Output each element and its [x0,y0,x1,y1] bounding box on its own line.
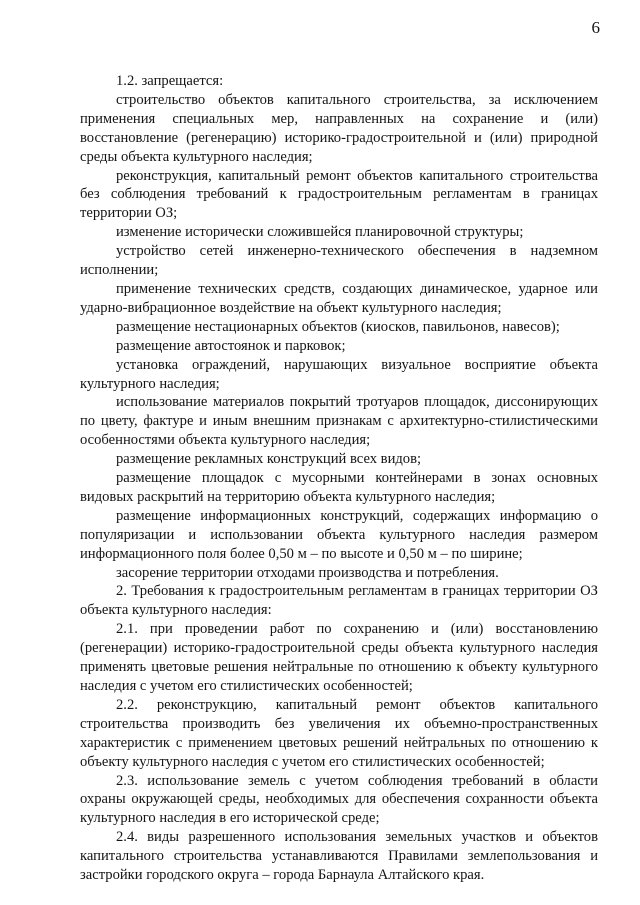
prohibition-item: строительство объектов капитального строительства, за исключением применения специальных мер, направленных на сохранение и (или) восстановление (регенерацию) историко-градостроительной и (или) природной среды объекта культурного наследия; [80,91,598,165]
requirement-item: 2.3. использование земель с учетом соблюдения требований в области охраны окружающей среды, необходимых для обеспечения сохранности объекта культурного наследия в его исторической среде; [80,772,598,827]
requirement-item: 2.2. реконструкцию, капитальный ремонт объектов капитального строительства производить без увеличения их объемно-пространственных характеристик с применением цветовых решений нейтральных по отношению к объекту культурного наследия с учетом его стилистических особенностей; [80,696,598,770]
prohibition-item: размещение информационных конструкций, содержащих информацию о популяризации и использовании объекта культурного наследия размером информационного поля более 0,50 м – по высоте и 0,50 м – по ширине; [80,507,598,562]
section-1-2-heading: 1.2. запрещается: [116,73,224,89]
prohibition-item: устройство сетей инженерно-технического обеспечения в надземном исполнении; [80,243,598,279]
requirement-item: 2.1. при проведении работ по сохранению и (или) восстановлению (регенерации) историко-градостроительной среды объекта культурного наследия применять цветовые решения нейтральные по отношению к объекту культурного наследия с учетом его стилистических особенностей; [80,621,598,694]
prohibition-item: изменение исторически сложившейся планировочной структуры; [116,224,524,241]
prohibition-item: использование материалов покрытий тротуаров площадок, диссонирующих по цвету, фактуре и иным внешним признакам с архитектурно-стилистическими особенностями объекта культурного наследия; [80,394,598,449]
section-2-requirements [80,620,598,885]
section-1-2-prohibitions [80,91,598,583]
section-2-heading: 2. Требования к градостроительным регламентам в границах территории ОЗ объекта культурного наследия: [80,583,598,619]
page-number: 6 [591,18,600,37]
prohibition-item: размещение площадок с мусорными контейнерами в зонах основных видовых раскрытий на территорию объекта культурного наследия; [80,470,598,505]
prohibition-item: применение технических средств, создающих динамическое, ударное или ударно-вибрационное воздействие на объект культурного наследия; [80,280,598,316]
prohibition-item: реконструкция, капитальный ремонт объектов капитального строительства без соблюдения требований к градостроительным регламентам в границах территории ОЗ; [80,167,598,222]
prohibition-item: установка ограждений, нарушающих визуальное восприятие объекта культурного наследия; [80,356,598,392]
document-body [80,72,598,885]
prohibition-item: засорение территории отходами производства и потребления. [116,564,499,581]
prohibition-item: размещение автостоянок и парковок; [116,337,346,354]
prohibition-item: размещение нестационарных объектов (киосков, павильонов, навесов); [116,318,560,335]
requirement-item: 2.4. виды разрешенного использования земельных участков и объектов капитального строительства устанавливаются Правилами землепользования и застройки городского округа – города Барнаула Алтайского края. [80,829,598,884]
prohibition-item: размещение рекламных конструкций всех видов; [116,451,422,468]
